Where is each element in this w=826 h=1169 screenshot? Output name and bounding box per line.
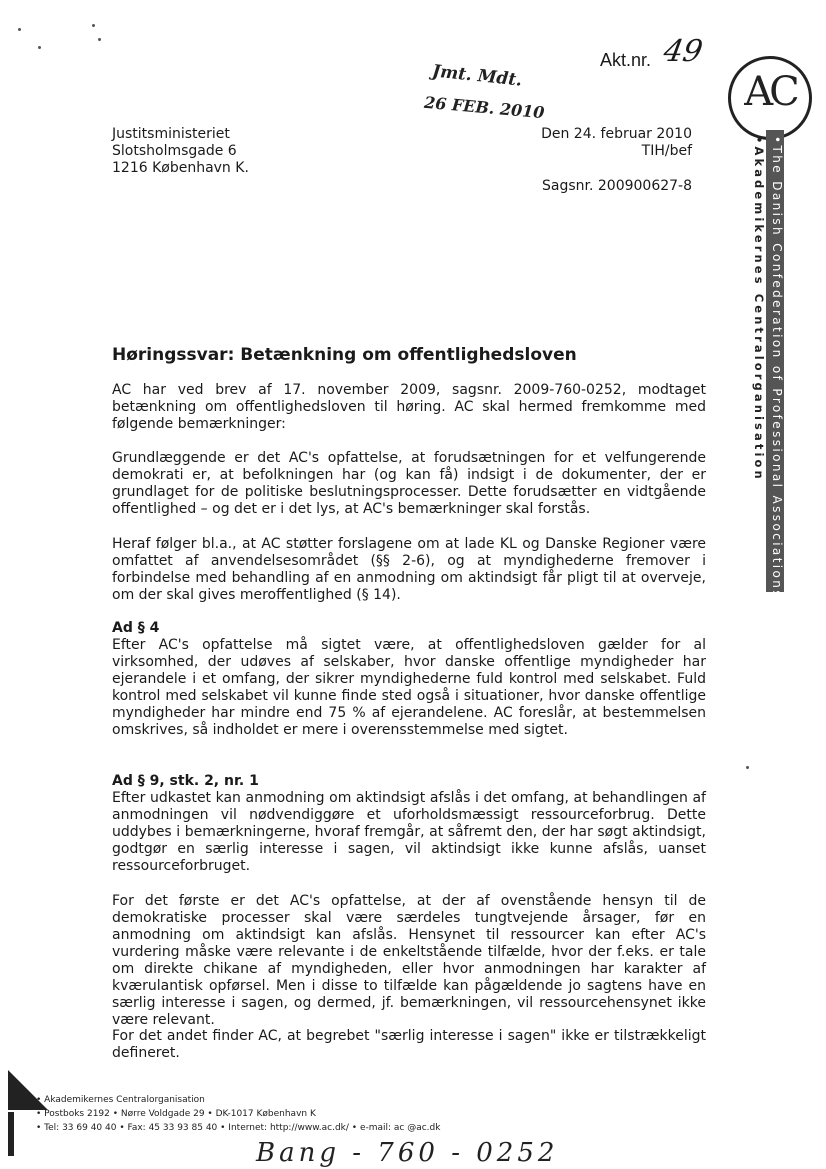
recipient-city: 1216 København K. <box>112 160 249 176</box>
letter-title: Høringssvar: Betænkning om offentlighedsloven <box>112 345 577 365</box>
section-heading-4: Ad § 4 <box>112 620 160 636</box>
handwritten-reference: Bang - 760 - 0252 <box>256 1138 559 1168</box>
paragraph-support: Heraf følger bl.a., at AC støtter forslagene om at lade KL og Danske Regioner være omfattet af anvendelsesområdet (§§ 2-6), og at myndighederne fremover i forbindelse med behandling af en anmodning om aktindsigt får pligt til at overveje, om der skal gives meroffentlighed (§ 14). <box>112 536 706 603</box>
footer-postal: • Postboks 2192 • Nørre Voldgade 29 • DK-1017 København K <box>36 1109 316 1119</box>
paragraph-second-point: For det andet finder AC, at begrebet "særlig interesse i sagen" ikke er tilstrækkeligt defineret. <box>112 1028 706 1061</box>
paragraph-section-4: Efter AC's opfattelse må sigtet være, at offentlighedsloven gælder for al virksomhed, der udøves af selskaber, hvor danske offentlige myndigheder har ejerandele i et omfang, der sikrer myndighederne fuld kontrol med selskabet. Fuld kontrol med selskabet vil kunne finde sted også i situationer, hvor danske offentlige myndigheder har mindre end 75 % af ejerandelene. AC foreslår, at bestemmelsen omskrives, så indholdet er mere i overensstemmelse med sigtet. <box>112 637 706 738</box>
speck <box>98 38 101 41</box>
paragraph-intro: AC har ved brev af 17. november 2009, sagsnr. 2009-760-0252, modtaget betænkning om offentlighedsloven til høring. AC skal hermed fremkomme med følgende bemærkninger: <box>112 382 706 432</box>
letter-date: Den 24. februar 2010 <box>541 126 692 142</box>
ac-logo-text: AC <box>744 69 796 115</box>
speck <box>18 28 21 31</box>
speck <box>746 766 749 769</box>
paragraph-section-9: Efter udkastet kan anmodning om aktindsigt afslås i det omfang, at behandlingen af anmodningen vil nødvendiggøre et uforholdsmæssigt ressourceforbrug. Dette uddybes i bemærkningerne, hvoraf fremgår, at såfremt den, der har søgt aktindsigt, godtgør en særlig interesse i sagen, vil aktindsigt ikke kunne afslås, uanset ressourceforbruget. <box>112 790 706 874</box>
akt-number-label: Akt.nr. <box>600 50 652 70</box>
paragraph-first-point: For det første er det AC's opfattelse, at der af ovenstående hensyn til de demokratiske processer skal være særdeles tungtvejende årsager, før en anmodning om aktindsigt kan afslås. Hensynet til ressourcer kan efter AC's vurdering måske være relevante i de enkeltstående tilfælde, hvor der f.eks. er tale om direkte chikane af myndigheden, eller hvor anmodningen har karakter af kværulantisk opførsel. Men i disse to tilfælde kan pågældende jo sagtens have en særlig interesse i sagen, og dermed, jf. bemærkningen, vil ressourcehensynet ikke være relevant. <box>112 893 706 1028</box>
recipient-address <box>112 126 249 177</box>
footer-contact: • Tel: 33 69 40 40 • Fax: 45 33 93 85 40 • Internet: http://www.ac.dk/ • e-mail: ac @ac.dk <box>36 1123 441 1133</box>
vertical-tagline-danish: •Akademikernes Centralorganisation <box>752 136 766 482</box>
footer-address <box>36 1093 440 1135</box>
speck <box>38 46 41 49</box>
received-stamp-line1: Jmt. Mdt. <box>431 61 524 91</box>
paragraph-principle: Grundlæggende er det AC's opfattelse, at forudsætningen for et velfungerende demokrati er, at befolkningen har (og kan få) indsigt i de dokumenter, der er grundlaget for de politiske beslutningsprocesser. Dette forudsætter en vidtgående offentlighed – og det er i det lys, at AC's bemærkninger skal forstås. <box>112 450 706 517</box>
ac-logo <box>728 56 812 140</box>
akt-number-handwritten: 49 <box>660 34 706 69</box>
letter-meta <box>540 126 692 160</box>
section-heading-9: Ad § 9, stk. 2, nr. 1 <box>112 773 259 789</box>
speck <box>92 24 95 27</box>
case-number: Sagsnr. 200900627-8 <box>541 178 692 194</box>
footer-org: • Akademikernes Centralorganisation <box>36 1095 205 1105</box>
received-stamp-date: 26 FEB. 2010 <box>423 92 546 123</box>
letter-initials: TIH/bef <box>641 143 692 159</box>
recipient-name: Justitsministeriet <box>112 126 230 142</box>
vertical-tagline-english: •The Danish Confederation of Professional Associations <box>770 136 784 599</box>
recipient-street: Slotsholmsgade 6 <box>112 143 237 159</box>
